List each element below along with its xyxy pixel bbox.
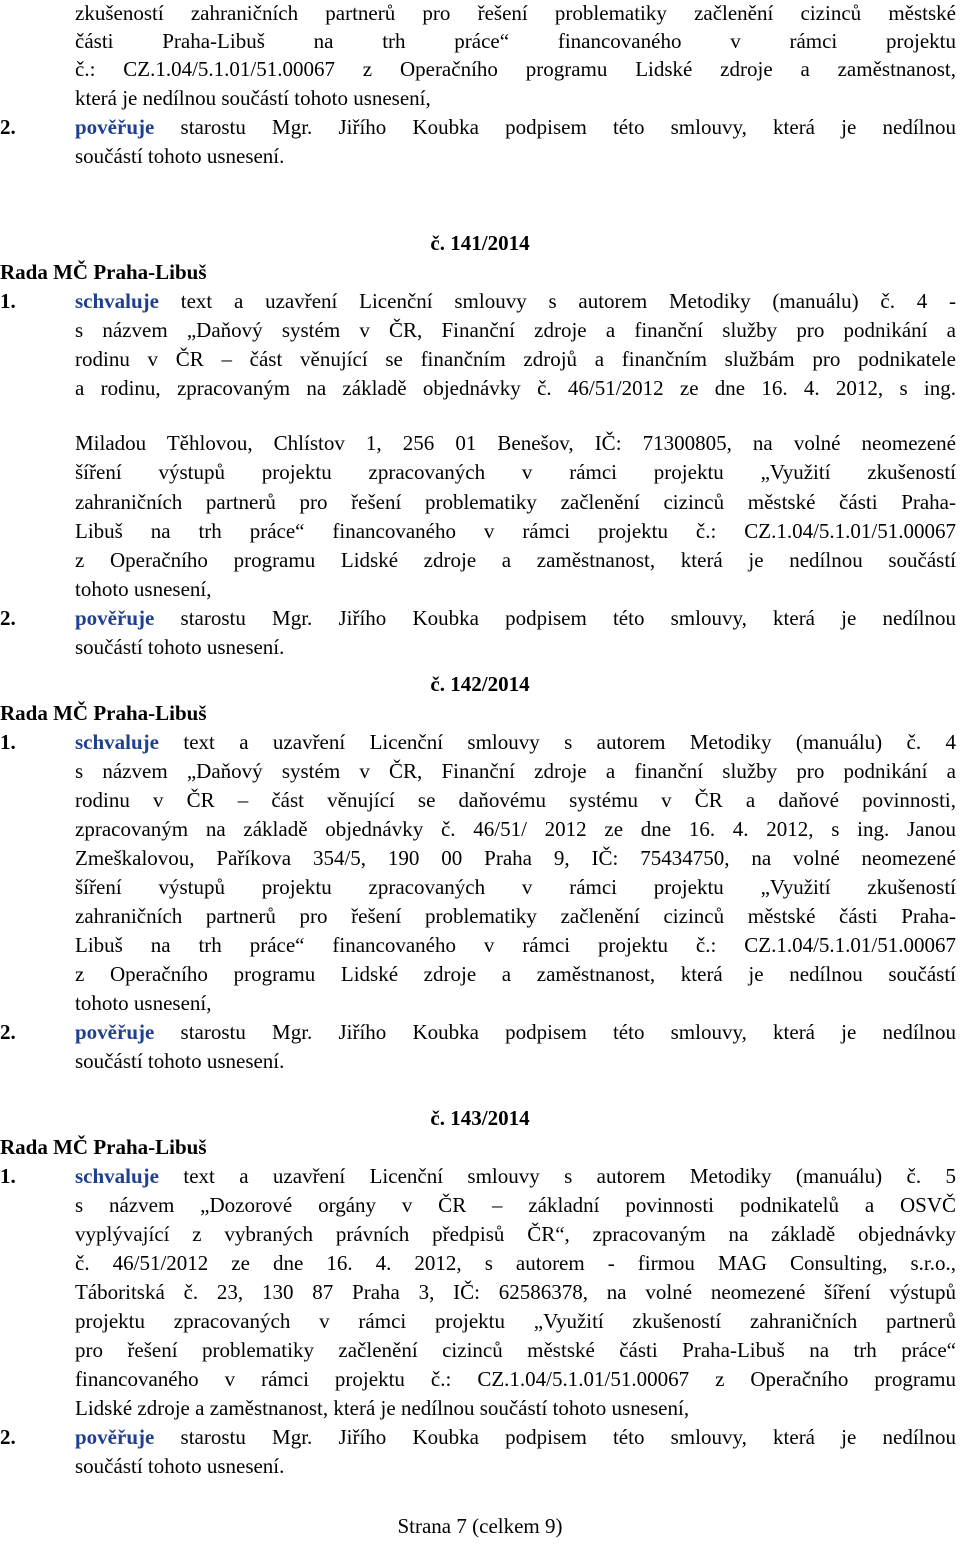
paragraph-line: součástí tohoto usnesení. xyxy=(75,635,285,659)
verb-poveruje: pověřuje xyxy=(75,115,155,139)
resolution-number: č. 141/2014 xyxy=(430,231,530,255)
paragraph-line: součástí tohoto usnesení. xyxy=(75,1454,285,1478)
paragraph-line: s názvem „Daňový systém v ČR, Finanční zdroje a finanční služby pro podnikání a xyxy=(75,318,956,342)
paragraph-line: financovaného v rámci projektu č.: CZ.1.04/5.1.01/51.00067 z Operačního programu xyxy=(75,1367,956,1391)
paragraph-line: Miladou Těhlovou, Chlístov 1, 256 01 Benešov, IČ: 71300805, na volné neomezené xyxy=(75,431,956,455)
paragraph-line: zpracovaným na základě objednávky č. 46/51/ 2012 ze dne 16. 4. 2012, s ing. Janou xyxy=(75,817,956,841)
paragraph-line: vyplývající z vybraných právních předpisů ČR“, zpracovaným na základě objednávky xyxy=(75,1222,956,1246)
paragraph-line: Libuš na trh práce“ financovaného v rámci projektu č.: CZ.1.04/5.1.01/51.00067 xyxy=(75,933,956,957)
verb-schvaluje: schvaluje xyxy=(75,730,159,754)
paragraph-line: tohoto usnesení, xyxy=(75,577,212,601)
paragraph-line: č.: CZ.1.04/5.1.01/51.00067 z Operačního programu Lidské zdroje a zaměstnanost, xyxy=(75,57,956,81)
verb-poveruje: pověřuje xyxy=(75,606,155,630)
paragraph-line: z Operačního programu Lidské zdroje a zaměstnanost, která je nedílnou součástí xyxy=(75,548,956,572)
list-number: 2. xyxy=(0,115,16,139)
paragraph-line: zahraničních partnerů pro řešení problematiky začlenění cizinců městské části Praha- xyxy=(75,904,956,928)
paragraph-line: která je nedílnou součástí tohoto usnesení, xyxy=(75,86,431,110)
point-2-line: pověřuje starostu Mgr. Jiřího Koubka podpisem této smlouvy, která je nedílnou xyxy=(75,1425,957,1449)
paragraph-line: Lidské zdroje a zaměstnanost, která je nedílnou součástí tohoto usnesení, xyxy=(75,1396,690,1420)
resolution-number: č. 143/2014 xyxy=(430,1106,530,1130)
verb-schvaluje: schvaluje xyxy=(75,289,159,313)
paragraph-line: součástí tohoto usnesení. xyxy=(75,1049,285,1073)
paragraph-line: zkušeností zahraničních partnerů pro řešení problematiky začlenění cizinců městské xyxy=(75,1,956,25)
list-number: 1. xyxy=(0,289,16,313)
list-number: 1. xyxy=(0,730,16,754)
paragraph-line: tohoto usnesení, xyxy=(75,991,212,1015)
paragraph-line: šíření výstupů projektu zpracovaných v rámci projektu „Využití zkušeností xyxy=(75,460,956,484)
paragraph-line: Zmeškalovou, Paříkova 354/5, 190 00 Praha 9, IČ: 75434750, na volné neomezené xyxy=(75,846,956,870)
paragraph-line: Táboritská č. 23, 130 87 Praha 3, IČ: 62586378, na volné neomezené šíření výstupů xyxy=(75,1280,956,1304)
list-number: 2. xyxy=(0,1425,16,1449)
paragraph-line: s názvem „Dozorové orgány v ČR – základní povinnosti podnikatelů a OSVČ xyxy=(75,1193,956,1217)
point-2-line: pověřuje starostu Mgr. Jiřího Koubka podpisem této smlouvy, která je nedílnou xyxy=(75,606,957,630)
verb-poveruje: pověřuje xyxy=(75,1425,155,1449)
point-1-line: schvaluje text a uzavření Licenční smlouvy s autorem Metodiky (manuálu) č. 5 xyxy=(75,1164,956,1188)
paragraph-line: Libuš na trh práce“ financovaného v rámci projektu č.: CZ.1.04/5.1.01/51.00067 xyxy=(75,519,956,543)
point-2-line: pověřuje starostu Mgr. Jiřího Koubka podpisem této smlouvy, která je nedílnou xyxy=(75,1020,957,1044)
resolution-body: Rada MČ Praha-Libuš xyxy=(0,1135,207,1159)
point-1-line: schvaluje text a uzavření Licenční smlouvy s autorem Metodiky (manuálu) č. 4 xyxy=(75,730,956,754)
paragraph-line: a rodinu, zpracovaným na základě objednávky č. 46/51/2012 ze dne 16. 4. 2012, s ing. xyxy=(75,376,956,400)
paragraph-line: rodinu v ČR – část věnující se finančním zdrojů a finančním službám pro podnikatele xyxy=(75,347,956,371)
resolution-body: Rada MČ Praha-Libuš xyxy=(0,260,207,284)
paragraph-line: č. 46/51/2012 ze dne 16. 4. 2012, s autorem - firmou MAG Consulting, s.r.o., xyxy=(75,1251,956,1275)
paragraph-line: pro řešení problematiky začlenění cizinců městské části Praha-Libuš na trh práce“ xyxy=(75,1338,956,1362)
resolution-body: Rada MČ Praha-Libuš xyxy=(0,701,207,725)
list-number: 2. xyxy=(0,1020,16,1044)
point-1-line: schvaluje text a uzavření Licenční smlouvy s autorem Metodiky (manuálu) č. 4 - xyxy=(75,289,957,313)
list-number: 1. xyxy=(0,1164,16,1188)
list-number: 2. xyxy=(0,606,16,630)
paragraph-line: projektu zpracovaných v rámci projektu „Využití zkušeností zahraničních partnerů xyxy=(75,1309,956,1333)
paragraph-line: zahraničních partnerů pro řešení problematiky začlenění cizinců městské části Praha- xyxy=(75,490,956,514)
page-footer: Strana 7 (celkem 9) xyxy=(397,1514,563,1538)
paragraph-line: s názvem „Daňový systém v ČR, Finanční zdroje a finanční služby pro podnikání a xyxy=(75,759,956,783)
verb-poveruje: pověřuje xyxy=(75,1020,155,1044)
paragraph-line: z Operačního programu Lidské zdroje a zaměstnanost, která je nedílnou součástí xyxy=(75,962,956,986)
point-2-line: pověřuje starostu Mgr. Jiřího Koubka podpisem této smlouvy, která je nedílnou xyxy=(75,115,957,139)
paragraph-line: části Praha-Libuš na trh práce“ financovaného v rámci projektu xyxy=(75,29,956,53)
resolution-number: č. 142/2014 xyxy=(430,672,530,696)
verb-schvaluje: schvaluje xyxy=(75,1164,159,1188)
paragraph-line: šíření výstupů projektu zpracovaných v rámci projektu „Využití zkušeností xyxy=(75,875,956,899)
paragraph-line: rodinu v ČR – část věnující se daňovému systému v ČR a daňové povinnosti, xyxy=(75,788,956,812)
paragraph-line: součástí tohoto usnesení. xyxy=(75,144,285,168)
